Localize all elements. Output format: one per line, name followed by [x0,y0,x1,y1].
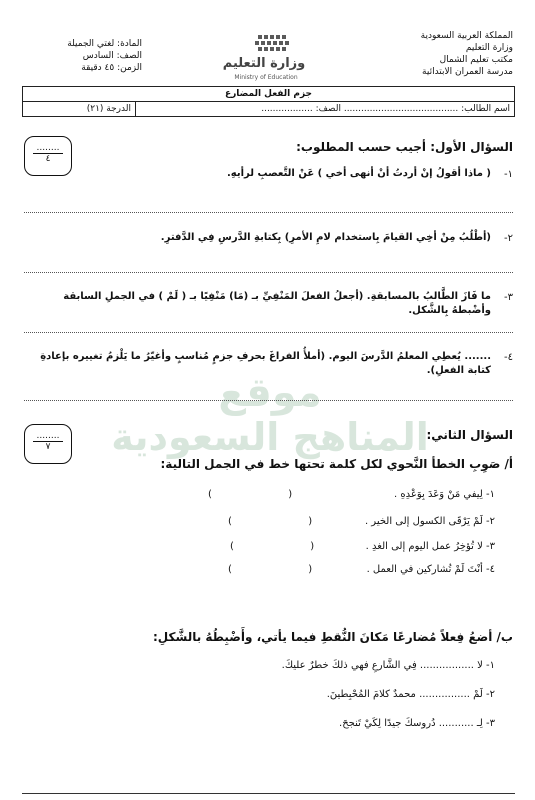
item-number: ١- [486,660,495,671]
correction-field[interactable]: ( ) [228,564,313,575]
question-1-item: ما فَازَ الطَّالبُ بالمسابقةِ. (أجعلُ الفعلَ المَنْفِيِّ بـ (مَا) مَنْفِيًا بـ ( لَمْ ) في الجملِ السابقة وأضْبطهُ بِالشَّكل. [63,291,491,316]
part-b-item [195,718,495,729]
score-blank: ........ [36,431,60,441]
part-b-item [195,689,495,700]
watermark-line: موقع [218,370,322,416]
item-text: أنْتَ لَمْ تُشاركين في العمل . [366,564,483,575]
correction-field[interactable]: ( ) [208,489,293,500]
logo-text: وزارة التعليم [222,56,306,71]
score-value: ٧ [45,442,51,452]
score-value: ٤ [45,154,51,164]
subject-info [22,38,142,74]
question-1-item: (أطْلُبُ مِنْ أخِي القيامَ بِاستخدام لامِ الأمرِ) بِكتابةِ الدَّرسِ فِي الدَّفترِ. [160,232,491,243]
item-number: ٣- [486,541,495,552]
bottom-divider [22,793,515,794]
logo-subtext: Ministry of Education [234,74,298,81]
header-line: مدرسة العمران الابتدائية [422,67,513,77]
score-box [24,424,72,464]
item-number: ٣- [486,718,495,729]
item-text[interactable]: لا ................. فِي الشَّارعِ فهي ذلكَ خطرٌ عليكَ. [281,660,483,671]
item-number: ٢- [504,233,513,244]
watermark-line: المناهج السعودية [111,415,429,459]
school-header [383,30,513,78]
subject-line: المادة: لغتي الجميلة [67,39,142,49]
logo-dots-icon [208,33,318,57]
item-number: ٢- [486,689,495,700]
item-number: ١- [504,169,513,180]
item-number: ٤- [486,564,495,575]
item-number: ١- [486,489,495,500]
answer-line[interactable] [24,212,513,213]
part-b-title: ب/ أضعُ فِعلاً مُضارعًا مَكانَ النُّقطِ فيما يأتي، وأَضْبِطُهُ بالشَّكلِ: [153,630,513,644]
answer-line[interactable] [24,400,513,401]
item-text[interactable]: لِـ ........... دُروسكَ جيدًا لِكَيْ تَنجحَ. [339,718,483,729]
question-1-title: السؤال الأول: أجيب حسب المطلوب: [296,140,513,154]
header-line: المملكة العربية السعودية [420,31,513,41]
item-number: ٤- [504,352,513,363]
question-2-title: السؤال الثاني: [426,428,513,442]
correction-field[interactable]: ( ) [228,516,313,527]
item-text[interactable]: لَمْ ................ محمدٌ كلامَ المُحْبِطينَ. [326,689,483,700]
item-number: ٢- [486,516,495,527]
lesson-title: جزم الفعل المضارع [23,87,515,102]
score-blank: ........ [36,143,60,153]
item-number: ٣- [504,292,513,303]
correction-field[interactable]: ( ) [230,541,315,552]
subject-line: الصف: السادس [82,51,142,61]
question-1-item: ( ماذا أقولُ إنْ أردتُ أنْ أنهى أخي ) عَنْ التَّعصبِ لرأيهِ. [226,168,491,179]
part-b-item [195,660,495,671]
item-text: لَمْ يَرْقَى الكسول إلى الخير . [364,516,483,527]
student-name-field[interactable]: اسم الطالب: ........................................ الصف: .................. [136,102,515,117]
answer-line[interactable] [24,272,513,273]
grade-cell: الدرجة (٢١) [23,102,136,117]
answer-line[interactable] [24,332,513,333]
part-a-title: أ/ صَوِبِ الخطأ النَّحوي لكل كلمة تحتها خط في الجمل التالية: [160,457,513,471]
header-line: وزارة التعليم [465,43,513,53]
item-text: لِيفي مَنْ وَعَدَ بِوَعْدِهِ . [394,489,483,500]
header-line: مكتب تعليم الشمال [439,55,513,65]
question-1-item: ....... يُعطِي المعلمُ الدَّرسَ اليوم. (أملأُ الفراغَ بحرفِ جزمٍ مُناسبٍ وأغيّرُ ما يَلْزمُ تغييره بإعادةِ كتابة الفعلِ). [40,351,491,376]
item-text: لا تُؤخِرُ عمل اليوم إلى الغدِ . [365,541,483,552]
subject-line: الزمن: ٤٥ دقيقة [81,63,142,73]
info-table [22,86,515,117]
